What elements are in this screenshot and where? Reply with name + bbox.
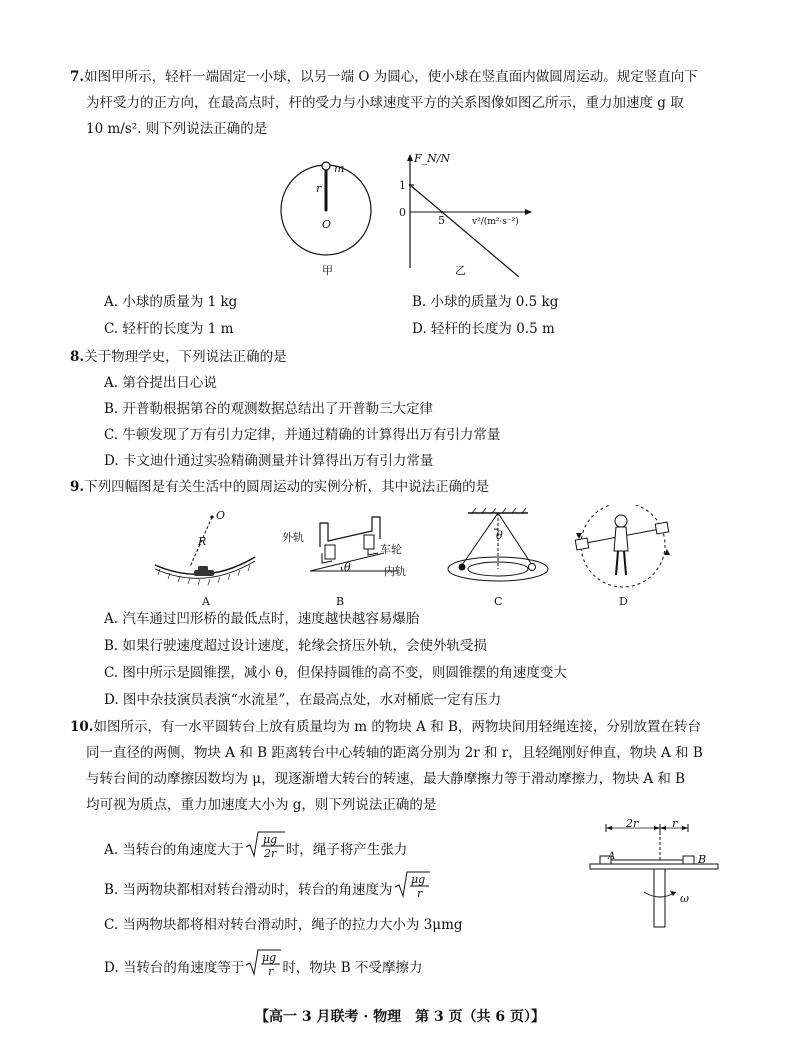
yi-x-axis-label: v²/(m²·s⁻²) [472, 217, 519, 227]
q8-option-a[interactable]: A. 第谷提出日心说 [104, 375, 217, 391]
yi-x-arrow [525, 209, 532, 215]
q9-option-c[interactable]: C. 图中所示是圆锥摆，减小 θ，但保持圆锥的高不变，则圆锥摆的角速度变大 [104, 665, 567, 681]
q9-figure-b [280, 505, 410, 610]
q7-jia-label-r: r [316, 182, 322, 195]
yi-origin-label: 0 [399, 206, 406, 219]
q8-number: 8. [70, 349, 85, 365]
q9-stem: 9.下列四幅图是有关生活中的圆周运动的实例分析，其中说法正确的是 [70, 479, 490, 495]
q10-option-a[interactable]: A. 当转台的角速度大于 μg 2r 时，绳子将产生张力 [104, 830, 407, 871]
q10-option-d[interactable]: D. 当转台的角速度等于 μg r 时，物块 B 不受摩擦力 [104, 948, 422, 989]
q10a-rad-den: 2r [263, 847, 277, 860]
sqrt-mug-over-r [393, 870, 431, 911]
q7-figure-jia [278, 150, 388, 280]
q9-option-d[interactable]: D. 图中杂技演员表演“水流星”，在最高点处，水对桶底一定有压力 [104, 692, 502, 708]
yi-data-point [409, 184, 411, 186]
q9-option-a[interactable]: A. 汽车通过凹形桥的最低点时，速度越快越容易爆胎 [104, 611, 420, 627]
q10d-rad-num: μg [262, 951, 277, 964]
yi-tick-label-5: 5 [438, 214, 445, 227]
q8-option-c[interactable]: C. 牛顿发现了万有引力定律，并通过精确的计算得出万有引力常量 [104, 427, 501, 443]
q10-label-r: r [672, 818, 678, 830]
q7-figure-yi [390, 150, 540, 280]
q8-stem: 8.关于物理学史，下列说法正确的是 [70, 349, 287, 365]
q9b-label-wheel: 车轮 [380, 543, 402, 556]
q9-figure-d [568, 505, 678, 610]
q9-figure-a [150, 505, 260, 610]
q9-number: 9. [70, 479, 85, 495]
q7-option-d[interactable]: D. 轻杆的长度为 0.5 m [412, 321, 555, 337]
q7-stem-line1: 7.如图甲所示，轻杆一端固定一小球，以另一端 O 为圆心，使小球在竖直面内做圆周运动。规定竖直向下 [70, 69, 698, 85]
q8-option-d[interactable]: D. 卡文迪什通过实验精确测量并计算得出万有引力常量 [104, 453, 434, 469]
yi-y-arrow [407, 154, 413, 161]
q10b-rad-num: μg [410, 873, 425, 886]
q7-jia-label-O: O [322, 218, 332, 231]
yi-caption: 乙 [455, 264, 466, 277]
q9b-label-theta: θ [344, 561, 351, 574]
q7-number: 7. [70, 69, 85, 85]
q10-stem-line2: 同一直径的两侧，物块 A 和 B 距离转台中心转轴的距离分别为 2r 和 r，且轻绳刚好伸直，物块 A 和 B [86, 745, 703, 761]
yi-tick-label-1: 1 [399, 179, 406, 192]
q10-label-B: B [698, 853, 707, 866]
q10-number: 10. [70, 719, 94, 735]
q9b-caption: B [336, 595, 345, 608]
q10-option-b[interactable]: B. 当两物块都相对转台滑动时，转台的角速度为 μg r [104, 870, 431, 911]
sqrt-mug-over-2r [244, 830, 286, 871]
q10-label-omega: ω [680, 892, 689, 905]
q8-option-b[interactable]: B. 开普勒根据第谷的观测数据总结出了开普勒三大定律 [104, 401, 434, 417]
q7-stem-line2: 为杆受力的正方向，在最高点时，杆的受力与小球速度平方的关系图像如图乙所示，重力加速度 g 取 [86, 95, 684, 111]
q9b-label-inner: 内轨 [384, 565, 406, 578]
q10-stem-line3: 与转台间的动摩擦因数均为 μ，现逐渐增大转台的转速，最大静摩擦力等于滑动摩擦力，物块 A 和 B [86, 771, 686, 787]
q9b-label-outer: 外轨 [282, 531, 304, 544]
q9d-caption: D [619, 595, 628, 608]
q7-option-a[interactable]: A. 小球的质量为 1 kg [104, 294, 238, 310]
sqrt-mug-over-r-d [244, 948, 282, 989]
q9-figure-c [440, 505, 555, 610]
q9c-label-theta: θ [496, 529, 503, 542]
q9a-label-R: R [198, 535, 207, 548]
q10-option-c[interactable]: C. 当两物块都将相对转台滑动时，绳子的拉力大小为 3μmg [104, 917, 463, 933]
q10-figure-turntable [588, 818, 733, 933]
q7-option-b[interactable]: B. 小球的质量为 0.5 kg [412, 294, 559, 310]
q9a-label-O: O [216, 509, 226, 522]
q10d-rad-den: r [268, 965, 274, 978]
q10-stem-line4: 均可视为质点，重力加速度大小为 g，则下列说法正确的是 [86, 797, 437, 813]
q10-label-A: A [608, 851, 616, 862]
q7-stem-line3: 10 m/s². 则下列说法正确的是 [86, 121, 268, 137]
q7-jia-label-m: m [334, 162, 345, 175]
q9a-caption: A [202, 595, 210, 608]
q7-jia-caption: 甲 [322, 264, 333, 277]
page-footer: 【高一 3 月联考 · 物理 第 3 页（共 6 页）】 [254, 1009, 546, 1025]
q10-label-2r: 2r [626, 818, 639, 830]
yi-y-axis-label: F_N/N [414, 152, 451, 165]
q9-option-b[interactable]: B. 如果行驶速度超过设计速度，轮缘会挤压外轨，会使外轨受损 [104, 638, 488, 654]
q10-stem-line1: 10.如图所示，有一水平圆转台上放有质量均为 m 的物块 A 和 B，两物块间用轻绳连接，分别放置在转台 [70, 719, 701, 735]
yi-data-point [441, 211, 443, 213]
q10b-rad-den: r [416, 887, 422, 900]
q9c-caption: C [494, 595, 503, 608]
q10a-rad-num: μg [262, 833, 278, 846]
q7-option-c[interactable]: C. 轻杆的长度为 1 m [104, 321, 234, 337]
